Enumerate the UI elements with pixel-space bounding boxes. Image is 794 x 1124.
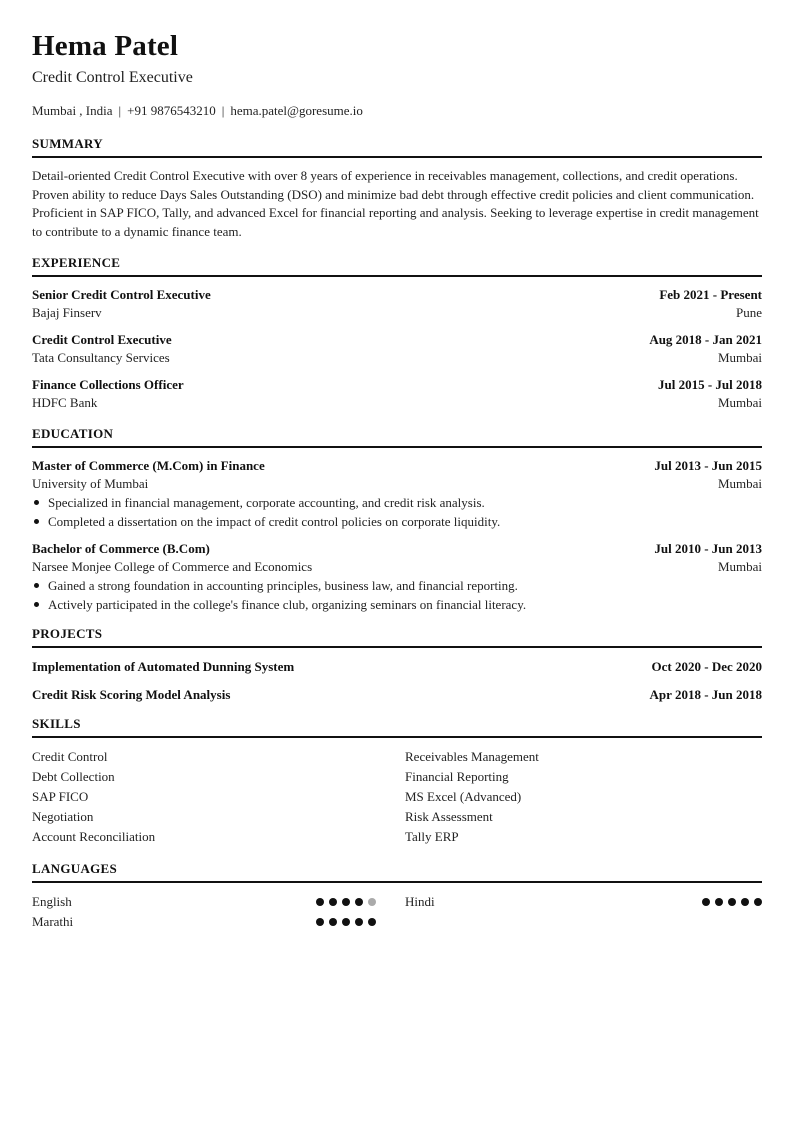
section-heading-projects: PROJECTS <box>32 626 762 648</box>
experience-section <box>32 255 762 412</box>
language-item <box>405 892 762 912</box>
experience-entry <box>32 376 762 412</box>
level-dot-filled <box>316 918 324 926</box>
skill-item: Receivables Management <box>405 749 539 764</box>
language-level-dots <box>316 918 376 926</box>
education-entry <box>32 540 762 614</box>
skill-item: Risk Assessment <box>405 809 493 824</box>
section-heading-languages: LANGUAGES <box>32 861 762 883</box>
school-location: Mumbai <box>717 476 762 491</box>
job-location: Pune <box>736 305 762 320</box>
languages-grid <box>32 892 762 932</box>
level-dot-filled <box>329 918 337 926</box>
level-dot-filled <box>329 898 337 906</box>
skills-section <box>32 716 762 847</box>
contact-separator: | <box>118 103 122 118</box>
section-heading-summary: SUMMARY <box>32 136 762 158</box>
project-dates: Oct 2020 - Dec 2020 <box>651 659 762 674</box>
level-dot-filled <box>368 918 376 926</box>
project-name: Implementation of Automated Dunning System <box>32 659 295 674</box>
school-name: University of Mumbai <box>32 476 149 491</box>
job-title: Finance Collections Officer <box>32 377 184 392</box>
school-name: Narsee Monjee College of Commerce and Economics <box>32 559 313 574</box>
education-bullets <box>32 493 762 531</box>
language-item <box>32 912 405 932</box>
level-dot-filled <box>702 898 710 906</box>
job-dates: Aug 2018 - Jan 2021 <box>649 332 762 347</box>
job-title: Senior Credit Control Executive <box>32 287 211 302</box>
language-item <box>32 892 405 912</box>
experience-entry <box>32 331 762 367</box>
skill-item: Financial Reporting <box>405 769 509 784</box>
project-entry <box>32 685 762 704</box>
language-level-dots <box>702 898 762 906</box>
contact-location: Mumbai , India <box>32 103 113 118</box>
language-level-dots <box>316 898 376 906</box>
skill-item: Tally ERP <box>405 829 459 844</box>
summary-section <box>32 136 762 241</box>
bullet-item: Specialized in financial management, corporate accounting, and credit risk analysis. <box>32 493 762 512</box>
projects-section <box>32 626 762 704</box>
job-company: HDFC Bank <box>32 395 98 410</box>
degree-title: Master of Commerce (M.Com) in Finance <box>32 458 265 473</box>
job-location: Mumbai <box>717 395 762 410</box>
degree-dates: Jul 2013 - Jun 2015 <box>654 458 762 473</box>
level-dot-filled <box>355 918 363 926</box>
degree-dates: Jul 2010 - Jun 2013 <box>654 541 762 556</box>
candidate-title: Credit Control Executive <box>32 69 193 86</box>
level-dot-filled <box>728 898 736 906</box>
level-dot-filled <box>355 898 363 906</box>
education-section <box>32 426 762 614</box>
education-bullets <box>32 576 762 614</box>
summary-text: Detail-oriented Credit Control Executive with over 8 years of experience in receivables management, collections, and credit operations. Proven ability to reduce Days Sales Outstanding (DSO) and minimize bad debt through effective credit policies and client communication. Proficient in SAP FICO, Tally, and advanced Excel for financial reporting and analysis. Seeking to leverage expertise in credit management to contribute to a dynamic finance team. <box>32 168 759 239</box>
job-location: Mumbai <box>717 350 762 365</box>
skill-item: Account Reconciliation <box>32 829 156 844</box>
section-heading-education: EDUCATION <box>32 426 762 448</box>
level-dot-filled <box>316 898 324 906</box>
language-name: Hindi <box>405 894 435 909</box>
level-dot-filled <box>715 898 723 906</box>
language-name: Marathi <box>32 914 74 929</box>
candidate-name: Hema Patel <box>32 30 179 62</box>
job-dates: Jul 2015 - Jul 2018 <box>657 377 762 392</box>
job-dates: Feb 2021 - Present <box>659 287 762 302</box>
project-entry <box>32 657 762 676</box>
skills-grid <box>32 747 762 847</box>
job-company: Tata Consultancy Services <box>32 350 170 365</box>
languages-section <box>32 861 762 932</box>
job-title: Credit Control Executive <box>32 332 172 347</box>
experience-entry <box>32 286 762 322</box>
contact-phone: +91 9876543210 <box>127 103 216 118</box>
level-dot-filled <box>754 898 762 906</box>
education-entry <box>32 457 762 531</box>
contact-email: hema.patel@goresume.io <box>230 103 363 118</box>
skill-item: Negotiation <box>32 809 94 824</box>
level-dot-empty <box>368 898 376 906</box>
school-location: Mumbai <box>717 559 762 574</box>
bullet-item: Actively participated in the college's finance club, organizing seminars on financial literacy. <box>32 595 762 614</box>
contact-line <box>32 102 762 120</box>
level-dot-filled <box>342 898 350 906</box>
section-heading-experience: EXPERIENCE <box>32 255 762 277</box>
language-name: English <box>32 894 72 909</box>
level-dot-filled <box>741 898 749 906</box>
job-company: Bajaj Finserv <box>32 305 102 320</box>
project-name: Credit Risk Scoring Model Analysis <box>32 687 231 702</box>
bullet-item: Completed a dissertation on the impact of credit control policies on corporate liquidity. <box>32 512 762 531</box>
level-dot-filled <box>342 918 350 926</box>
skill-item: Credit Control <box>32 749 108 764</box>
project-dates: Apr 2018 - Jun 2018 <box>649 687 762 702</box>
bullet-item: Gained a strong foundation in accounting principles, business law, and financial reporting. <box>32 576 762 595</box>
section-heading-skills: SKILLS <box>32 716 762 738</box>
skill-item: SAP FICO <box>32 789 89 804</box>
degree-title: Bachelor of Commerce (B.Com) <box>32 541 210 556</box>
skill-item: MS Excel (Advanced) <box>405 789 522 804</box>
contact-separator: | <box>221 103 225 118</box>
skill-item: Debt Collection <box>32 769 115 784</box>
